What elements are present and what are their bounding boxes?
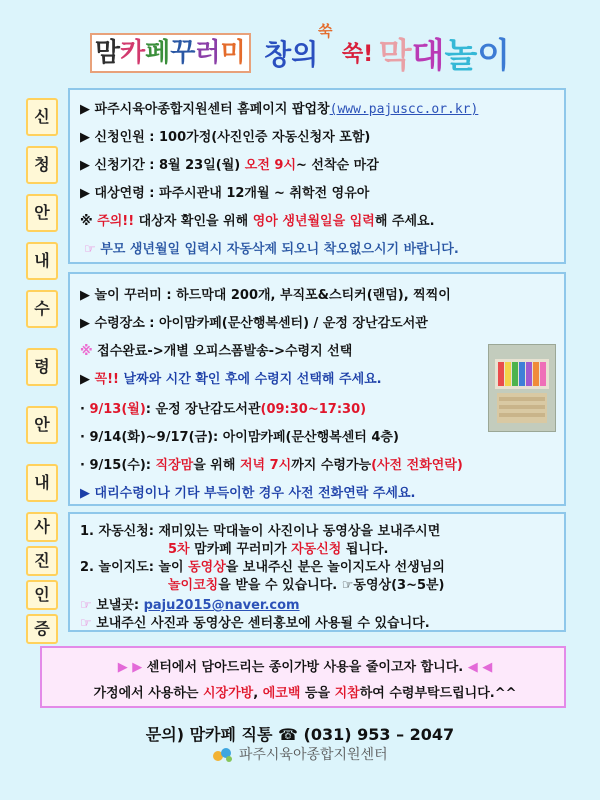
email-label: 보낼곳: xyxy=(96,598,144,613)
caution-text: 대상자 확인을 위해 xyxy=(134,214,253,229)
caution-highlight: 영아 생년월일을 입력 xyxy=(252,214,375,229)
arrow-right-icon: ▶ ▶ xyxy=(117,660,147,675)
apply-period-time: 오전 9시 xyxy=(244,158,297,173)
photo-auto-text-end: 됩니다. xyxy=(341,542,389,557)
bag-notice-line-2 xyxy=(42,682,568,701)
kit-photo-image xyxy=(489,345,555,431)
date-3: · 9/15(수): xyxy=(80,458,156,473)
date-1: 9/13(월) xyxy=(89,402,146,417)
apply-period-end: ~ 선착순 마감 xyxy=(296,158,379,173)
pickup-date-1 xyxy=(80,398,366,417)
section-label-apply xyxy=(26,98,60,290)
apply-age: ▶ 대상연령 : 파주시관내 12개월 ~ 취학전 영유아 xyxy=(80,186,370,201)
apply-homepage xyxy=(80,98,478,117)
pickup-process-text: 접수완료->개별 오피스폼발송->수령지 선택 xyxy=(97,344,353,359)
title-char: 막 xyxy=(378,36,412,76)
section-label-photo xyxy=(26,512,60,654)
photo-panel xyxy=(68,512,566,632)
photo-auto-apply-2 xyxy=(168,538,388,557)
title-char: 꾸 xyxy=(170,37,196,68)
center-name: 파주시육아종합지원센터 xyxy=(238,747,388,763)
section-label-char: 증 xyxy=(26,614,58,644)
bag-notice-text: 센터에서 담아드리는 종이가방 사용을 줄이고자 합니다. xyxy=(146,660,464,675)
fifth-round: 5차 xyxy=(168,542,190,557)
photo-email xyxy=(80,594,300,613)
title-char: 러 xyxy=(195,37,221,68)
pickup-kit: ▶ 놀이 꾸러미 : 하드막대 200개, 부직포&스티커(랜덤), 찍찍이 xyxy=(80,288,451,303)
section-label-char: 진 xyxy=(26,546,58,576)
section-label-char: 사 xyxy=(26,512,58,542)
section-label-char: 안 xyxy=(26,406,58,444)
pointing-hand-icon: ☞ xyxy=(80,598,97,613)
pickup-panel xyxy=(68,272,566,506)
must-label: 꼭!! xyxy=(94,372,119,387)
title-char: 맘 xyxy=(94,37,120,68)
apply-panel xyxy=(68,88,566,264)
section-label-char: 령 xyxy=(26,348,58,386)
section-label-char: 인 xyxy=(26,580,58,610)
title-stick-play xyxy=(378,36,511,76)
pickup-date-3 xyxy=(80,454,463,473)
must-text: 날짜와 시간 확인 후에 수령지 선택해 주세요. xyxy=(118,372,382,387)
photo-auto-text: 맘카페 꾸러미가 xyxy=(189,542,292,557)
video-highlight: 동영상 xyxy=(188,560,226,575)
pickup-proxy xyxy=(80,482,415,501)
photo-coaching-2 xyxy=(168,574,445,593)
title-sok-small: 쑥 xyxy=(318,22,333,40)
market-bag: 시장가방 xyxy=(203,686,254,701)
bullet-arrow: ▶ xyxy=(80,372,95,387)
bag-notice-line-1 xyxy=(42,656,568,675)
bag-text-a: 가정에서 사용하는 xyxy=(93,686,203,701)
time-1: (09:30~17:30) xyxy=(260,402,367,417)
coaching-highlight: 놀이코칭 xyxy=(168,578,219,593)
apply-period-label: ▶ 신청기간 : 8월 23일(월) xyxy=(80,158,245,173)
apply-period xyxy=(80,154,379,173)
caution-label: 주의!! xyxy=(97,214,135,229)
bag-text-d: 하여 수령부탁드립니다.^^ xyxy=(359,686,517,701)
pointing-hand-icon: ☞ xyxy=(84,242,101,257)
section-label-char: 안 xyxy=(26,194,58,232)
contact-line: 문의) 맘카페 직통 ☎ (031) 953 – 2047 xyxy=(145,725,455,744)
title-char: 카 xyxy=(119,37,146,68)
poster-title xyxy=(0,22,600,88)
kit-photo xyxy=(488,344,556,432)
title-char: 미 xyxy=(220,37,246,68)
caution-text-end: 해 주세요. xyxy=(374,214,435,229)
pickup-proxy-text: ▶ 대리수령이나 기타 부득이한 경우 사전 전화연락 주세요. xyxy=(80,486,416,501)
bag-text-b: , xyxy=(253,686,263,701)
bring-highlight: 지참 xyxy=(334,686,360,701)
center-logo-icon xyxy=(212,746,234,764)
section-label-char: 수 xyxy=(26,290,58,328)
auto-apply-highlight: 자동신청 xyxy=(291,542,342,557)
star-icon: ※ xyxy=(80,344,98,359)
video-length: ☞동영상(3~5분) xyxy=(341,578,445,593)
coaching-text-2: 을 받을 수 있습니다. xyxy=(218,578,342,593)
photo-usage xyxy=(80,612,430,631)
pickup-process xyxy=(80,340,352,359)
apply-count: ▶ 신청인원 : 100가정(사진인증 자동신청자 포함) xyxy=(80,130,371,145)
title-brand-box xyxy=(90,33,251,73)
eco-bag: 에코백 xyxy=(262,686,301,701)
coaching-text: 을 보내주신 분은 놀이지도사 선생님의 xyxy=(225,560,445,575)
email-link[interactable]: paju2015@naver.com xyxy=(143,598,300,613)
coaching-label: 2. 놀이지도: 놀이 xyxy=(80,560,189,575)
bag-notice-box xyxy=(40,646,566,708)
title-creative: 창의 xyxy=(264,37,319,71)
working-mom: 직장맘 xyxy=(155,458,194,473)
pickup-place: ▶ 수령장소 : 아이맘카페(문산행복센터) / 운정 장난감도서관 xyxy=(80,316,428,331)
section-label-char: 내 xyxy=(26,242,58,280)
date-3-text: 을 위해 xyxy=(193,458,240,473)
pickup-must xyxy=(80,368,382,387)
pickup-date-2: · 9/14(화)~9/17(금): 아이맘카페(문산행복센터 4층) xyxy=(80,430,399,445)
arrow-left-icon: ◀ ◀ xyxy=(463,660,493,675)
section-label-pickup xyxy=(26,290,60,512)
photo-usage-text: 보내주신 사진과 동영상은 센터홍보에 사용될 수 있습니다. xyxy=(96,616,430,631)
place-1: : 운정 장난감도서관 xyxy=(145,402,261,417)
homepage-link[interactable]: (www.pajuscc.or.kr) xyxy=(329,102,479,117)
bag-text-c: 등을 xyxy=(300,686,335,701)
call-ahead: (사전 전화연락) xyxy=(371,458,463,473)
section-label-char: 내 xyxy=(26,464,58,502)
center-logo xyxy=(0,744,600,764)
title-char: 놀 xyxy=(444,36,478,76)
date-3-text-2: 까지 수령가능 xyxy=(291,458,372,473)
apply-homepage-label: ▶ 파주시육아종합지원센터 홈페이지 팝업창 xyxy=(80,102,330,117)
apply-warning xyxy=(84,238,459,257)
title-char: 페 xyxy=(145,37,171,68)
section-label-char: 신 xyxy=(26,98,58,136)
title-char: 이 xyxy=(477,36,511,76)
title-char: 대 xyxy=(411,36,445,76)
caution-mark: ※ xyxy=(80,214,98,229)
dot-bullet: · xyxy=(80,402,90,417)
title-sok: 쑥! xyxy=(341,42,374,67)
section-label-char: 청 xyxy=(26,146,58,184)
pointing-hand-icon: ☞ xyxy=(80,616,97,631)
apply-warning-text: 부모 생년월일 입력시 자동삭제 되오니 착오없으시기 바랍니다. xyxy=(100,242,459,257)
apply-caution xyxy=(80,210,435,229)
photo-coaching xyxy=(80,556,445,575)
evening-time: 저녁 7시 xyxy=(239,458,292,473)
photo-auto-apply: 1. 자동신청: 재미있는 막대놀이 사진이나 동영상을 보내주시면 xyxy=(80,524,441,539)
